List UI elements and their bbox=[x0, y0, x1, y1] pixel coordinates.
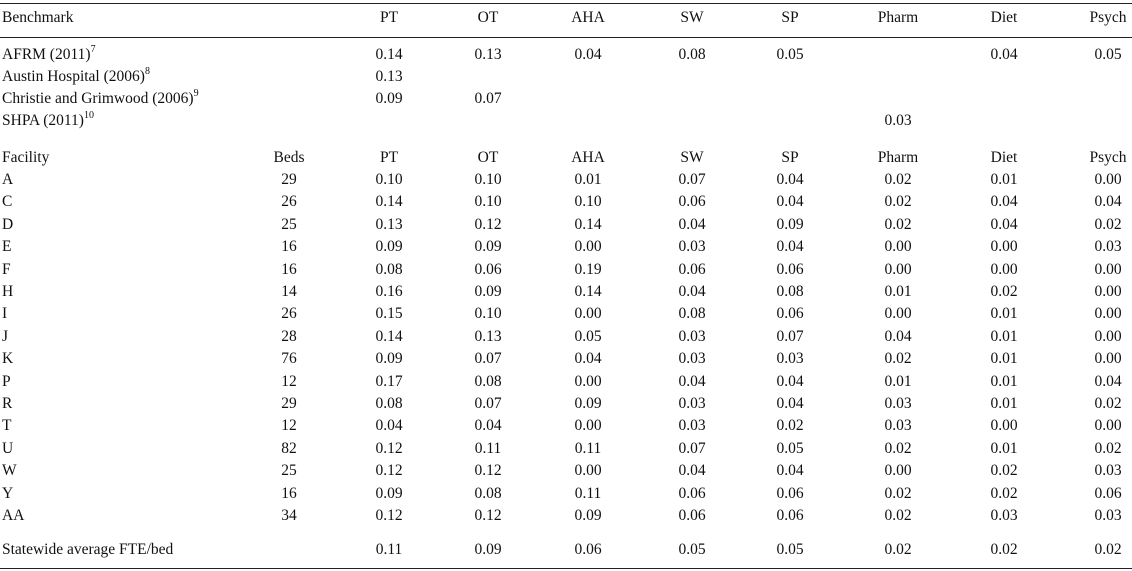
statewide-average-row bbox=[0, 539, 1132, 561]
facility-value-sw: 0.03 bbox=[678, 238, 706, 256]
facility-name: A bbox=[2, 171, 14, 188]
statewide-value-psych: 0.02 bbox=[1094, 541, 1122, 558]
facility-value-pharm: 0.02 bbox=[884, 439, 912, 457]
benchmark-name bbox=[2, 66, 150, 88]
facility-value-psych: 0.06 bbox=[1094, 484, 1122, 502]
facility-header-label: Facility bbox=[2, 149, 50, 166]
facility-beds: 25 bbox=[281, 215, 297, 233]
facility-value-sw: 0.03 bbox=[678, 417, 706, 435]
facility-name: H bbox=[2, 283, 14, 300]
facility-value-sw: 0.03 bbox=[678, 350, 706, 368]
statewide-label: Statewide average FTE/bed bbox=[2, 541, 174, 558]
benchmark-value-pt: 0.14 bbox=[375, 46, 403, 63]
facility-name: J bbox=[2, 327, 9, 345]
statewide-value-pt: 0.11 bbox=[375, 541, 403, 558]
facility-value-aha: 0.14 bbox=[574, 283, 602, 300]
facility-beds: 16 bbox=[281, 260, 297, 278]
facility-value-pharm: 0.00 bbox=[884, 462, 912, 480]
facility-value-diet: 0.00 bbox=[990, 238, 1018, 256]
facility-value-pt: 0.17 bbox=[375, 372, 403, 390]
facility-name: R bbox=[2, 395, 13, 412]
facility-value-sp: 0.06 bbox=[776, 260, 804, 278]
benchmark-value-sp: 0.05 bbox=[776, 46, 804, 63]
facility-value-pt: 0.13 bbox=[375, 215, 403, 233]
benchmark-value-ot: 0.07 bbox=[474, 90, 502, 107]
facility-value-pt: 0.16 bbox=[375, 283, 403, 300]
facility-beds: 12 bbox=[281, 417, 297, 435]
facility-value-psych: 0.00 bbox=[1094, 260, 1122, 278]
facility-value-diet: 0.01 bbox=[990, 395, 1018, 412]
facility-value-pharm: 0.00 bbox=[884, 238, 912, 256]
facility-name: P bbox=[2, 372, 11, 390]
facility-value-pt: 0.12 bbox=[375, 507, 403, 524]
facility-value-sw: 0.07 bbox=[678, 171, 706, 188]
facility-header-pt: PT bbox=[379, 149, 399, 166]
benchmark-reference: 10 bbox=[83, 109, 94, 121]
table-row bbox=[0, 438, 1132, 460]
facility-name: T bbox=[2, 417, 12, 435]
facility-header-ot: OT bbox=[477, 149, 499, 166]
facility-value-sw: 0.06 bbox=[678, 484, 706, 502]
facility-value-ot: 0.12 bbox=[474, 462, 502, 480]
facility-value-sw: 0.04 bbox=[678, 372, 706, 390]
header-rule bbox=[0, 37, 1132, 38]
facility-value-pharm: 0.03 bbox=[884, 395, 912, 412]
table-row bbox=[0, 303, 1132, 325]
table-row bbox=[0, 214, 1132, 236]
facility-value-pt: 0.04 bbox=[375, 417, 403, 435]
facility-value-aha: 0.00 bbox=[574, 372, 602, 390]
facility-value-ot: 0.04 bbox=[474, 417, 502, 435]
facility-value-psych: 0.00 bbox=[1094, 417, 1122, 435]
facility-name: F bbox=[2, 260, 11, 278]
facility-value-pt: 0.08 bbox=[375, 395, 403, 412]
facility-value-psych: 0.00 bbox=[1094, 327, 1122, 345]
benchmark-row bbox=[0, 88, 1132, 110]
facility-value-pharm: 0.02 bbox=[884, 171, 912, 188]
benchmark-value-aha: 0.04 bbox=[574, 46, 602, 63]
facility-value-pharm: 0.02 bbox=[884, 215, 912, 233]
facility-value-diet: 0.02 bbox=[990, 283, 1018, 300]
top-rule bbox=[0, 3, 1132, 4]
facility-value-diet: 0.01 bbox=[990, 305, 1018, 323]
benchmark-value-sw: 0.08 bbox=[678, 46, 706, 63]
facility-value-sw: 0.04 bbox=[678, 215, 706, 233]
facility-value-diet: 0.04 bbox=[990, 193, 1018, 211]
facility-value-aha: 0.09 bbox=[574, 395, 602, 412]
facility-value-sp: 0.04 bbox=[776, 171, 804, 188]
benchmark-value-pt: 0.13 bbox=[375, 68, 403, 85]
facility-value-sp: 0.02 bbox=[776, 417, 804, 435]
benchmark-name-text: AFRM (2011) bbox=[2, 46, 91, 63]
facility-name: I bbox=[2, 305, 8, 323]
facility-name: D bbox=[2, 215, 14, 233]
facility-header-pharm: Pharm bbox=[877, 149, 919, 166]
benchmark-value-psych: 0.05 bbox=[1094, 46, 1122, 63]
facility-header-aha: AHA bbox=[571, 149, 605, 166]
facility-value-sp: 0.04 bbox=[776, 238, 804, 256]
facility-beds: 82 bbox=[281, 439, 297, 457]
facility-value-ot: 0.10 bbox=[474, 171, 502, 188]
facility-value-sw: 0.04 bbox=[678, 283, 706, 300]
facility-value-psych: 0.00 bbox=[1094, 283, 1122, 300]
facility-value-pharm: 0.00 bbox=[884, 260, 912, 278]
benchmark-name-text: Christie and Grimwood (2006) bbox=[2, 90, 194, 107]
facility-value-sw: 0.03 bbox=[678, 395, 706, 412]
facility-value-ot: 0.06 bbox=[474, 260, 502, 278]
facility-value-aha: 0.09 bbox=[574, 507, 602, 524]
benchmark-value-diet: 0.04 bbox=[990, 46, 1018, 63]
benchmark-value-pt: 0.09 bbox=[375, 90, 403, 107]
facility-value-aha: 0.00 bbox=[574, 462, 602, 480]
header-pt: PT bbox=[379, 9, 399, 26]
facility-beds: 26 bbox=[281, 305, 297, 323]
benchmark-reference: 8 bbox=[144, 65, 150, 77]
facility-value-diet: 0.01 bbox=[990, 327, 1018, 345]
facility-value-pt: 0.12 bbox=[375, 462, 403, 480]
table-row bbox=[0, 169, 1132, 191]
facility-value-pharm: 0.02 bbox=[884, 193, 912, 211]
facility-value-pharm: 0.02 bbox=[884, 484, 912, 502]
facility-value-sp: 0.06 bbox=[776, 507, 804, 524]
facility-value-sp: 0.09 bbox=[776, 215, 804, 233]
benchmark-header-label: Benchmark bbox=[2, 9, 74, 26]
benchmark-name bbox=[2, 110, 94, 132]
header-sw: SW bbox=[680, 9, 704, 26]
facility-value-sp: 0.04 bbox=[776, 395, 804, 412]
statewide-value-ot: 0.09 bbox=[474, 541, 502, 558]
facility-value-ot: 0.09 bbox=[474, 283, 502, 300]
facility-value-aha: 0.04 bbox=[574, 350, 602, 368]
facility-value-sp: 0.04 bbox=[776, 193, 804, 211]
facility-value-psych: 0.04 bbox=[1094, 372, 1122, 390]
facility-beds: 16 bbox=[281, 238, 297, 256]
facility-beds: 25 bbox=[281, 462, 297, 480]
statewide-value-sp: 0.05 bbox=[776, 541, 804, 558]
header-pharm: Pharm bbox=[877, 9, 919, 26]
facility-value-sp: 0.04 bbox=[776, 372, 804, 390]
facility-name: Y bbox=[2, 484, 14, 502]
facility-value-ot: 0.13 bbox=[474, 327, 502, 345]
facility-value-pt: 0.10 bbox=[375, 171, 403, 188]
facility-beds: 29 bbox=[281, 395, 297, 412]
benchmark-value-ot: 0.13 bbox=[474, 46, 502, 63]
facility-value-sw: 0.06 bbox=[678, 507, 706, 524]
facility-value-ot: 0.12 bbox=[474, 215, 502, 233]
facility-value-pt: 0.09 bbox=[375, 484, 403, 502]
facility-value-diet: 0.01 bbox=[990, 439, 1018, 457]
statewide-value-pharm: 0.02 bbox=[884, 541, 912, 558]
facility-value-psych: 0.03 bbox=[1094, 462, 1122, 480]
facility-value-ot: 0.08 bbox=[474, 372, 502, 390]
table-row bbox=[0, 415, 1132, 437]
facility-value-aha: 0.19 bbox=[574, 260, 602, 278]
facility-beds: 28 bbox=[281, 327, 297, 345]
facility-value-ot: 0.11 bbox=[474, 439, 502, 457]
facility-value-sp: 0.08 bbox=[776, 283, 804, 300]
facility-beds: 16 bbox=[281, 484, 297, 502]
facility-beds: 14 bbox=[281, 283, 297, 300]
facility-value-sw: 0.04 bbox=[678, 462, 706, 480]
facility-value-aha: 0.00 bbox=[574, 238, 602, 256]
facility-name: W bbox=[2, 462, 17, 480]
table-row bbox=[0, 236, 1132, 258]
benchmark-name bbox=[2, 44, 96, 66]
facility-value-pharm: 0.01 bbox=[884, 283, 912, 300]
facility-value-pt: 0.09 bbox=[375, 350, 403, 368]
facility-value-sw: 0.08 bbox=[678, 305, 706, 323]
facility-value-psych: 0.00 bbox=[1094, 350, 1122, 368]
facility-value-ot: 0.12 bbox=[474, 507, 502, 524]
table-row bbox=[0, 348, 1132, 370]
facility-value-aha: 0.00 bbox=[574, 417, 602, 435]
facility-value-diet: 0.00 bbox=[990, 260, 1018, 278]
facility-value-sp: 0.06 bbox=[776, 305, 804, 323]
table-row bbox=[0, 483, 1132, 505]
facility-value-pharm: 0.02 bbox=[884, 507, 912, 524]
facility-value-diet: 0.00 bbox=[990, 417, 1018, 435]
facility-value-diet: 0.01 bbox=[990, 171, 1018, 188]
facility-value-sp: 0.05 bbox=[776, 439, 804, 457]
benchmark-reference: 9 bbox=[193, 87, 199, 99]
facility-beds: 26 bbox=[281, 193, 297, 211]
facility-value-pharm: 0.02 bbox=[884, 350, 912, 368]
facility-value-psych: 0.02 bbox=[1094, 395, 1122, 412]
facility-value-psych: 0.00 bbox=[1094, 305, 1122, 323]
facility-value-sw: 0.06 bbox=[678, 193, 706, 211]
table-row bbox=[0, 281, 1132, 303]
facility-value-pharm: 0.00 bbox=[884, 305, 912, 323]
benchmark-name-text: SHPA (2011) bbox=[2, 112, 84, 129]
benchmark-value-pharm: 0.03 bbox=[884, 112, 912, 129]
table-row bbox=[0, 326, 1132, 348]
facility-value-aha: 0.11 bbox=[574, 439, 602, 457]
facility-value-aha: 0.14 bbox=[574, 215, 602, 233]
benchmark-header-row bbox=[0, 7, 1132, 29]
table-row bbox=[0, 371, 1132, 393]
facility-value-diet: 0.01 bbox=[990, 372, 1018, 390]
facility-value-pharm: 0.04 bbox=[884, 327, 912, 345]
table-row bbox=[0, 505, 1132, 527]
facility-value-psych: 0.02 bbox=[1094, 439, 1122, 457]
header-beds: Beds bbox=[273, 149, 305, 166]
header-diet: Diet bbox=[990, 9, 1018, 26]
facility-value-psych: 0.02 bbox=[1094, 215, 1122, 233]
facility-value-sw: 0.07 bbox=[678, 439, 706, 457]
facility-value-sw: 0.06 bbox=[678, 260, 706, 278]
facility-name: U bbox=[2, 439, 14, 457]
facility-value-ot: 0.09 bbox=[474, 238, 502, 256]
benchmark-row bbox=[0, 66, 1132, 88]
facility-value-sw: 0.03 bbox=[678, 327, 706, 345]
facility-value-ot: 0.07 bbox=[474, 395, 502, 412]
table-row bbox=[0, 460, 1132, 482]
facility-name: C bbox=[2, 193, 13, 211]
facility-value-pt: 0.14 bbox=[375, 327, 403, 345]
facility-value-ot: 0.08 bbox=[474, 484, 502, 502]
facility-beds: 29 bbox=[281, 171, 297, 188]
facility-beds: 12 bbox=[281, 372, 297, 390]
table-row bbox=[0, 393, 1132, 415]
statewide-value-sw: 0.05 bbox=[678, 541, 706, 558]
benchmark-name bbox=[2, 88, 199, 110]
table-row bbox=[0, 191, 1132, 213]
benchmark-name-text: Austin Hospital (2006) bbox=[2, 68, 145, 85]
facility-value-pt: 0.14 bbox=[375, 193, 403, 211]
benchmark-row bbox=[0, 110, 1132, 132]
facility-value-sp: 0.07 bbox=[776, 327, 804, 345]
facility-beds: 76 bbox=[281, 350, 297, 368]
benchmark-row bbox=[0, 44, 1132, 66]
facility-value-pt: 0.15 bbox=[375, 305, 403, 323]
facility-value-sp: 0.04 bbox=[776, 462, 804, 480]
facility-value-ot: 0.10 bbox=[474, 193, 502, 211]
facility-value-psych: 0.04 bbox=[1094, 193, 1122, 211]
facility-value-psych: 0.03 bbox=[1094, 507, 1122, 524]
facility-name: AA bbox=[2, 507, 25, 524]
header-sp: SP bbox=[781, 9, 799, 26]
statewide-value-aha: 0.06 bbox=[574, 541, 602, 558]
facility-value-ot: 0.07 bbox=[474, 350, 502, 368]
facility-value-aha: 0.05 bbox=[574, 327, 602, 345]
facility-value-sp: 0.06 bbox=[776, 484, 804, 502]
facility-value-pt: 0.09 bbox=[375, 238, 403, 256]
facility-value-ot: 0.10 bbox=[474, 305, 502, 323]
facility-header-psych: Psych bbox=[1089, 149, 1127, 166]
facility-value-aha: 0.01 bbox=[574, 171, 602, 188]
facility-value-diet: 0.02 bbox=[990, 484, 1018, 502]
facility-header-sp: SP bbox=[781, 149, 799, 166]
table-row bbox=[0, 259, 1132, 281]
facility-value-diet: 0.03 bbox=[990, 507, 1018, 524]
facility-value-aha: 0.00 bbox=[574, 305, 602, 323]
header-ot: OT bbox=[477, 9, 499, 26]
facility-beds: 34 bbox=[281, 507, 297, 524]
facility-value-aha: 0.10 bbox=[574, 193, 602, 211]
facility-header-cells bbox=[0, 147, 1132, 169]
facility-value-diet: 0.02 bbox=[990, 462, 1018, 480]
bottom-rule bbox=[0, 568, 1132, 569]
facility-value-psych: 0.03 bbox=[1094, 238, 1122, 256]
facility-value-psych: 0.00 bbox=[1094, 171, 1122, 188]
header-aha: AHA bbox=[571, 9, 605, 26]
facility-value-pharm: 0.01 bbox=[884, 372, 912, 390]
benchmark-reference: 7 bbox=[90, 43, 96, 55]
facility-value-pt: 0.12 bbox=[375, 439, 403, 457]
facility-value-aha: 0.11 bbox=[574, 484, 602, 502]
facility-header-sw: SW bbox=[680, 149, 704, 166]
facility-value-pt: 0.08 bbox=[375, 260, 403, 278]
facility-value-sp: 0.03 bbox=[776, 350, 804, 368]
statewide-value-diet: 0.02 bbox=[990, 541, 1018, 558]
facility-value-pharm: 0.03 bbox=[884, 417, 912, 435]
facility-name: E bbox=[2, 238, 12, 256]
facility-value-diet: 0.04 bbox=[990, 215, 1018, 233]
header-psych: Psych bbox=[1089, 9, 1127, 26]
facility-header-diet: Diet bbox=[990, 149, 1018, 166]
facility-value-diet: 0.01 bbox=[990, 350, 1018, 368]
facility-name: K bbox=[2, 350, 14, 368]
